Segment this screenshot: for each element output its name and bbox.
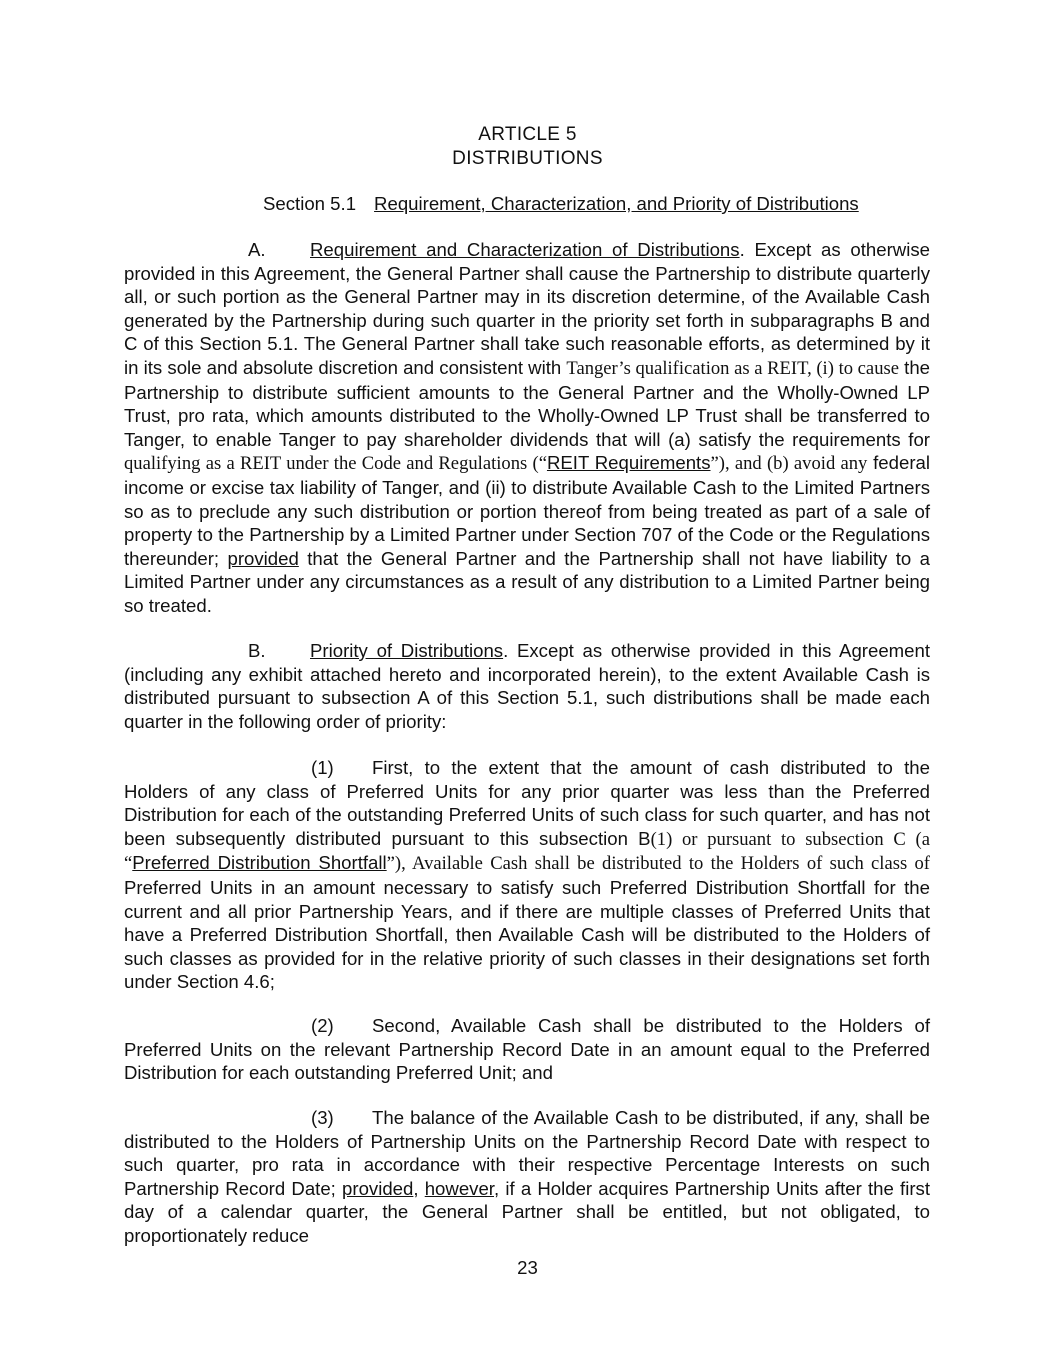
paragraph-a-text-4: qualifying as a REIT under the Code and Regulations (“ [124,453,547,475]
list-item-3-text-1: The balance of the Available Cash to be distributed, if any, shall be distributed to the Holders of Partnership Units on the Partnership Record Date with respect to such quarter, pro rata in accordance with their respective Percentage Interests on such Partnership Record Date; [124,1107,930,1199]
list-item-1-text-2: (1) or pursuant to subsection C (a “ [124,828,931,875]
paragraph-b-heading: Priority of Distributions [310,640,504,661]
list-item-1 [124,756,930,994]
paragraph-a-heading: Requirement and Characterization of Distributions [310,239,740,260]
article-number: ARTICLE 5 [478,124,577,145]
article-title: DISTRIBUTIONS [452,148,603,169]
paragraph-b-label: B. [248,640,266,661]
defined-term-preferred-distribution-shortfall: Preferred Distribution Shortfall [132,852,387,874]
list-item-2 [124,1014,930,1085]
paragraph-a-text-6: federal income or excise tax liability of Tanger, and (ii) to distribute Available Cash to the Limited Partners so as to preclude any such distribution or portion thereof from being treated as part of a sale of property to the Partnership by a Limited Partner under Section 707 of the Code or the Regulations thereunder; [124,452,930,569]
section-heading [263,193,859,215]
page-number: 23 [517,1257,538,1278]
paragraph-a-text-1: . Except as otherwise provided in this Agreement, the General Partner shall cause the Partnership to distribute quarterly all, or such portion as the General Partner may in its discretion determine, of the Available Cash generated by the Partnership during such quarter in the priority set forth in subparagraphs B and C of this Section 5.1. The General Partner shall take such reasonable efforts, as determined by it in its sole and absolute discretion and consistent with [124,239,930,378]
list-item-1-text-4: Preferred Units in an amount necessary to satisfy such Preferred Distribution Shortfall for the current and all prior Partnership Years, and if there are multiple classes of Preferred Units that have a Preferred Distribution Shortfall, then Available Cash will be distributed to the Holders of such classes as provided for in the relative priority of such classes in their designations set forth under Section 4.6; [124,876,930,993]
paragraph-a [124,238,930,618]
list-item-1-text-3: ”), Available Cash shall be distributed to the Holders of such class of [386,853,930,875]
list-item-3-label: (3) [311,1107,334,1128]
section-title: Requirement, Characterization, and Priority of Distributions [374,193,859,214]
however-term: however [424,1177,494,1199]
provided-term-2: provided [342,1177,414,1199]
paragraph-a-text-3: the Partnership to distribute sufficient amounts to the General Partner and the Wholly-Owned LP Trust, pro rata, which amounts distributed to the Wholly-Owned LP Trust shall be transferred to Tanger, to enable Tanger to pay shareholder dividends that will (a) satisfy the requirements for [124,356,931,450]
list-item-2-text: Second, Available Cash shall be distributed to the Holders of Preferred Units on the relevant Partnership Record Date in an amount equal to the Preferred Distribution for each outstanding Preferred Unit; and [124,1015,930,1084]
section-number: Section 5.1 [263,193,357,214]
paragraph-a-text-2: Tanger’s qualification as a REIT, (i) to cause [566,357,899,379]
paragraph-b [124,639,930,733]
paragraph-a-label: A. [248,239,266,260]
paragraph-a-text-5: ”), and (b) avoid any [710,453,868,475]
list-item-3 [124,1106,930,1248]
list-item-3-text-2: , [413,1177,425,1199]
defined-term-reit-requirements: REIT Requirements [546,452,711,474]
list-item-2-label: (2) [311,1015,334,1036]
provided-term: provided [227,547,299,569]
list-item-1-text-1: First, to the extent that the amount of cash distributed to the Holders of any class of Preferred Units for any prior quarter was less than the Preferred Distribution for each of the outstanding Preferred Units of such class for such quarter, and has not been subsequently distributed pursuant to this subsection B [124,757,930,849]
list-item-3-text-3: , if a Holder acquires Partnership Units after the first day of a calendar quarter, the General Partner shall be entitled, but not obligated, to proportionately reduce [124,1177,930,1246]
paragraph-b-text: . Except as otherwise provided in this Agreement (including any exhibit attached hereto and incorporated herein), to the extent Available Cash is distributed pursuant to subsection A of this Section 5.1, such distributions shall be made each quarter in the following order of priority: [124,640,930,732]
paragraph-a-text-7: that the General Partner and the Partnership shall not have liability to a Limited Partner under any circumstances as a result of any distribution to a Limited Partner being so treated. [124,547,930,616]
list-item-1-label: (1) [311,757,334,778]
